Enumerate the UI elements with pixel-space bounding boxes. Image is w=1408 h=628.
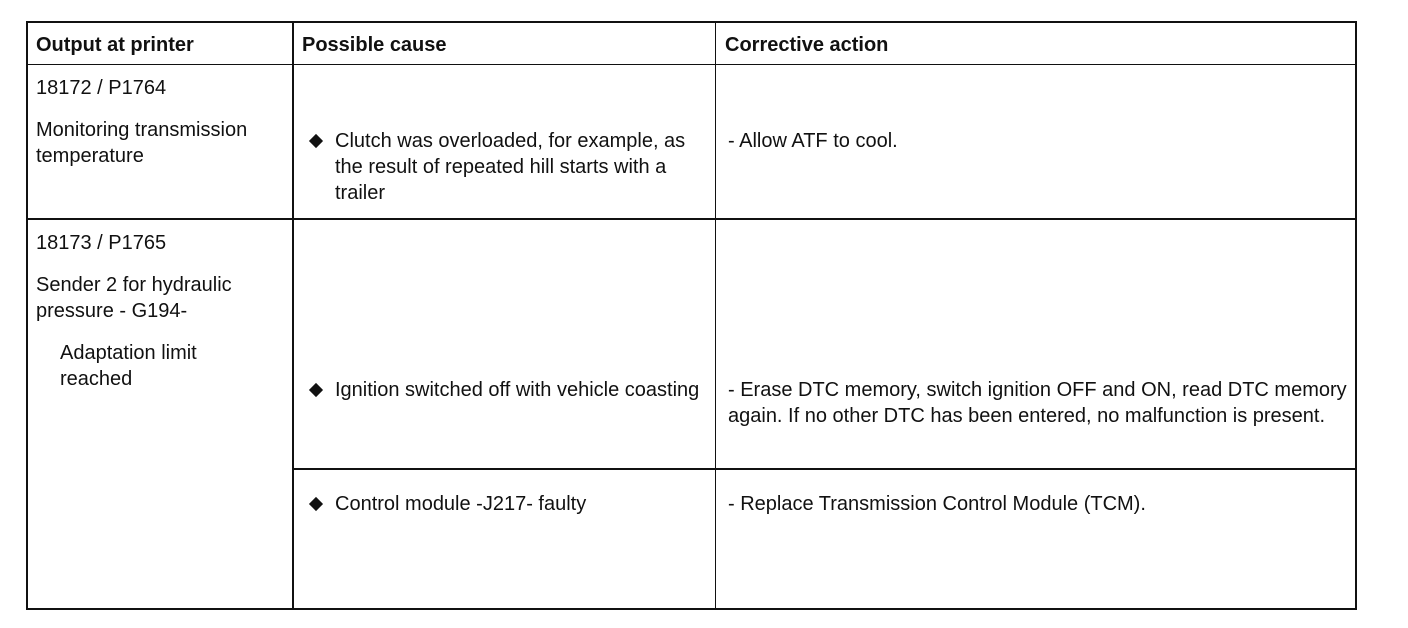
row2-cause-2: Control module -J217- faulty — [335, 493, 587, 515]
row2-desc: Sender 2 for hydraulic pressure - G194- — [36, 274, 232, 322]
row1-cause: Clutch was overloaded, for example, as the result of repeated hill starts with a trailer — [335, 130, 686, 204]
header-divider — [28, 64, 1355, 65]
row2-code: 18173 / P1765 — [36, 232, 167, 254]
column-divider-2 — [715, 23, 716, 608]
row-divider-2 — [293, 468, 1357, 470]
row1-desc: Monitoring transmission temperature — [36, 119, 248, 167]
row2-subdesc: Adaptation limit reached — [60, 342, 197, 390]
row1-code: 18172 / P1764 — [36, 77, 167, 99]
row2-cause-1: Ignition switched off with vehicle coasting — [335, 379, 700, 401]
diagnostic-table — [26, 21, 1357, 610]
row1-action: - Allow ATF to cool. — [728, 130, 898, 152]
row2-action-1: - Erase DTC memory, switch ignition OFF and ON, read DTC memory again. If no other DTC has been entered, no malfunction is present. — [728, 379, 1347, 427]
bullet-icon — [309, 134, 323, 148]
bullet-icon — [309, 383, 323, 397]
header-cause: Possible cause — [302, 34, 447, 56]
row1-output — [36, 75, 276, 185]
bullet-icon — [309, 497, 323, 511]
header-action: Corrective action — [725, 34, 889, 56]
header-output: Output at printer — [36, 34, 194, 56]
row2-action-2: - Replace Transmission Control Module (TCM). — [728, 493, 1146, 515]
row-divider-1 — [28, 218, 1355, 220]
row2-output — [36, 230, 266, 408]
column-divider-1 — [292, 23, 294, 608]
